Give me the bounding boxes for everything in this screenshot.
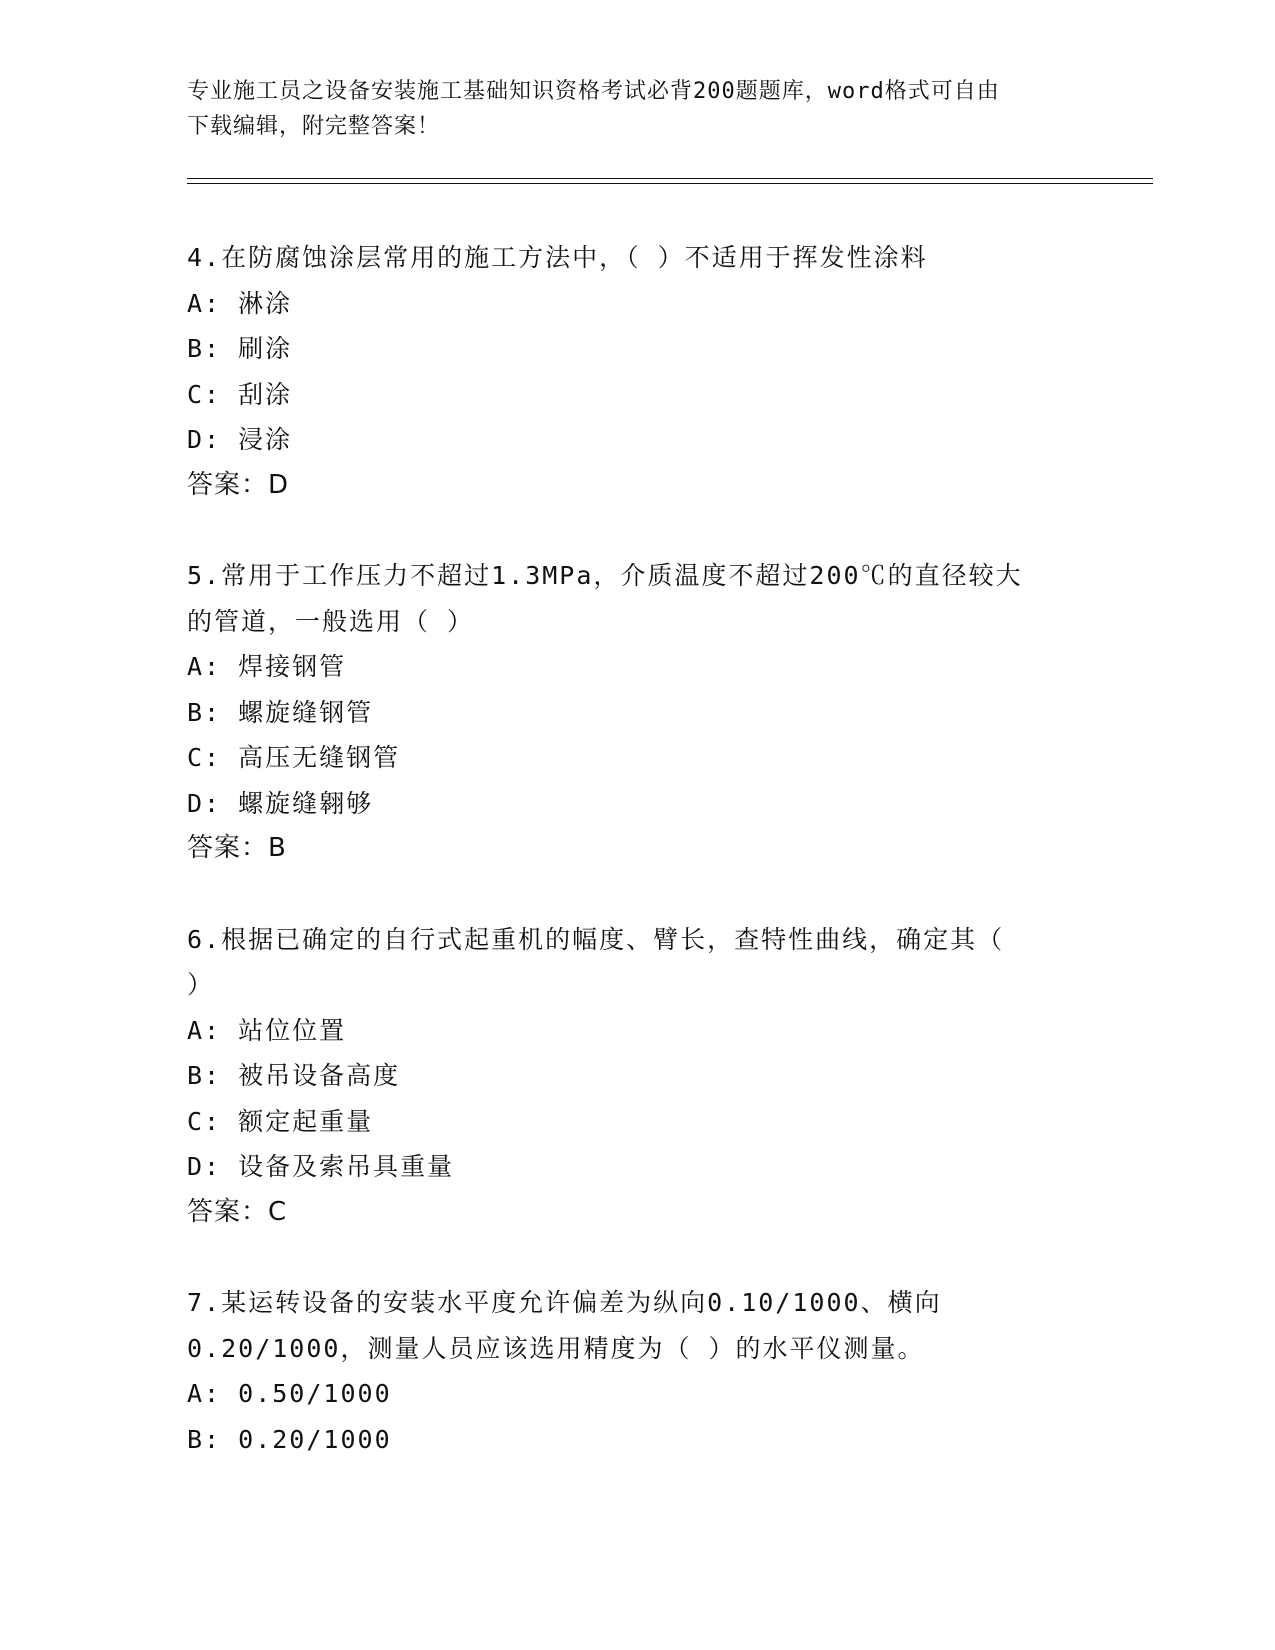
option-c: C: 额定起重量 [187, 1106, 374, 1136]
answer: 答案：B [187, 833, 287, 863]
stem-line: 4.在防腐蚀涂层常用的施工方法中，（ ）不适用于挥发性涂料 [187, 243, 928, 272]
option-a: A: 淋涂 [187, 288, 293, 318]
header-line-2: 下载编辑，附完整答案！ [187, 114, 441, 139]
question-6 [187, 917, 1087, 1236]
question-stem [187, 1280, 1087, 1371]
question-5 [187, 553, 1087, 872]
option-a: A: 站位位置 [187, 1015, 347, 1045]
question-list [187, 235, 1087, 1507]
stem-line: 5.常用于工作压力不超过1.3MPa，介质温度不超过200℃的直径较大 [187, 561, 1023, 590]
question-7 [187, 1280, 1087, 1462]
option-c: C: 高压无缝钢管 [187, 743, 401, 772]
option-a: A: 0.50/1000 [187, 1379, 392, 1408]
stem-line: 的管道，一般选用（ ） [187, 606, 475, 636]
option-a: A: 焊接钢管 [187, 652, 347, 681]
header-divider-bottom [187, 183, 1153, 184]
question-stem [187, 917, 1087, 1008]
option-b: B: 螺旋缝钢管 [187, 697, 374, 727]
option-d: D: 浸涂 [187, 425, 293, 454]
question-4 [187, 235, 1087, 508]
header-line-1: 专业施工员之设备安装施工基础知识资格考试必背200题题库，word格式可自由 [187, 79, 1000, 104]
option-b: B: 被吊设备高度 [187, 1061, 401, 1090]
option-d: D: 设备及索吊具重量 [187, 1152, 455, 1181]
header-divider-top [187, 178, 1153, 179]
stem-line: ） [187, 970, 215, 999]
question-stem [187, 235, 1087, 281]
option-d: D: 螺旋缝翱够 [187, 788, 374, 818]
answer: 答案：D [187, 469, 290, 500]
stem-line: 0.20/1000，测量人员应该选用精度为（ ）的水平仪测量。 [187, 1333, 925, 1363]
question-stem [187, 553, 1087, 644]
document-header [187, 74, 1067, 144]
stem-line: 7.某运转设备的安装水平度允许偏差为纵向0.10/1000、横向 [187, 1288, 942, 1317]
option-c: C: 刮涂 [187, 379, 293, 409]
option-b: B: 0.20/1000 [187, 1424, 392, 1454]
option-b: B: 刷涂 [187, 334, 293, 363]
answer: 答案：C [187, 1196, 288, 1227]
stem-line: 6.根据已确定的自行式起重机的幅度、臂长，查特性曲线，确定其（ [187, 924, 1005, 954]
